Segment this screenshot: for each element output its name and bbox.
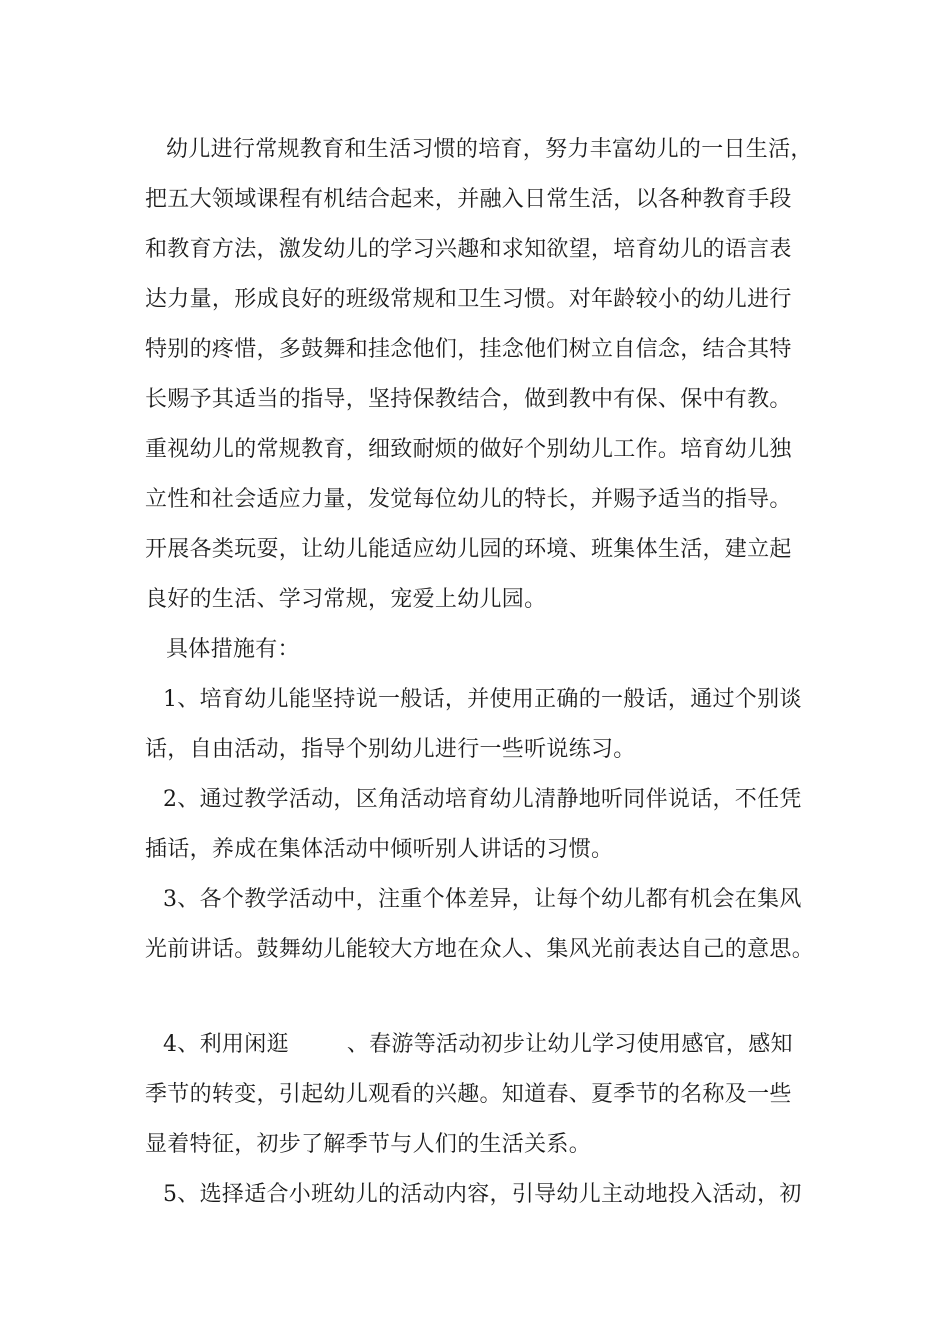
list-item-3-line: 3、各个教学活动中，注重个体差异，让每个幼儿都有机会在集风 (163, 887, 802, 912)
paragraph-line: 开展各类玩耍，让幼儿能适应幼儿园的环境、班集体生活，建立起 (145, 537, 792, 562)
paragraph-line: 达力量，形成良好的班级常规和卫生习惯。对年龄较小的幼儿进行 (145, 287, 792, 312)
list-item-4-rest: 、春游等活动初步让幼儿学习使用感官，感知 (346, 1032, 793, 1057)
list-item-2-line: 2、通过教学活动，区角活动培育幼儿清静地听同伴说话，不任凭 (163, 787, 802, 812)
paragraph-line: 重视幼儿的常规教育，细致耐烦的做好个别幼儿工作。培育幼儿独 (145, 437, 792, 462)
list-item-3-line: 光前讲话。鼓舞幼儿能较大方地在众人、集风光前表达自己的意思。 (145, 937, 815, 962)
list-item-2-line: 插话，养成在集体活动中倾听别人讲话的习惯。 (145, 837, 614, 862)
section-heading: 具体措施有： (166, 637, 300, 662)
paragraph-line: 幼儿进行常规教育和生活习惯的培育，努力丰富幼儿的一日生活， (166, 137, 813, 162)
list-item-4-line: 显着特征，初步了解季节与人们的生活关系。 (145, 1132, 592, 1157)
list-item-1-line: 话，自由活动，指导个别幼儿进行一些听说练习。 (145, 737, 636, 762)
list-item-1-line: 1、培育幼儿能坚持说一般话，并使用正确的一般话，通过个别谈 (163, 687, 802, 712)
paragraph-line: 和教育方法，激发幼儿的学习兴趣和求知欲望，培育幼儿的语言表 (145, 237, 792, 262)
paragraph-line: 特别的疼惜，多鼓舞和挂念他们，挂念他们树立自信念，结合其特 (145, 337, 792, 362)
paragraph-line: 把五大领域课程有机结合起来，并融入日常生活，以各种教育手段 (145, 187, 792, 212)
list-item-4-line: 季节的转变，引起幼儿观看的兴趣。知道春、夏季节的名称及一些 (145, 1082, 792, 1107)
list-item-4-start: 4、利用闲逛 (163, 1032, 289, 1057)
list-item-4-line (163, 1030, 793, 1060)
paragraph-line: 良好的生活、学习常规，宠爱上幼儿园。 (145, 587, 547, 612)
paragraph-line: 长赐予其适当的指导，坚持保教结合，做到教中有保、保中有教。 (145, 387, 792, 412)
list-item-5-line: 5、选择适合小班幼儿的活动内容，引导幼儿主动地投入活动，初 (163, 1182, 802, 1207)
paragraph-line: 立性和社会适应力量，发觉每位幼儿的特长，并赐予适当的指导。 (145, 487, 792, 512)
